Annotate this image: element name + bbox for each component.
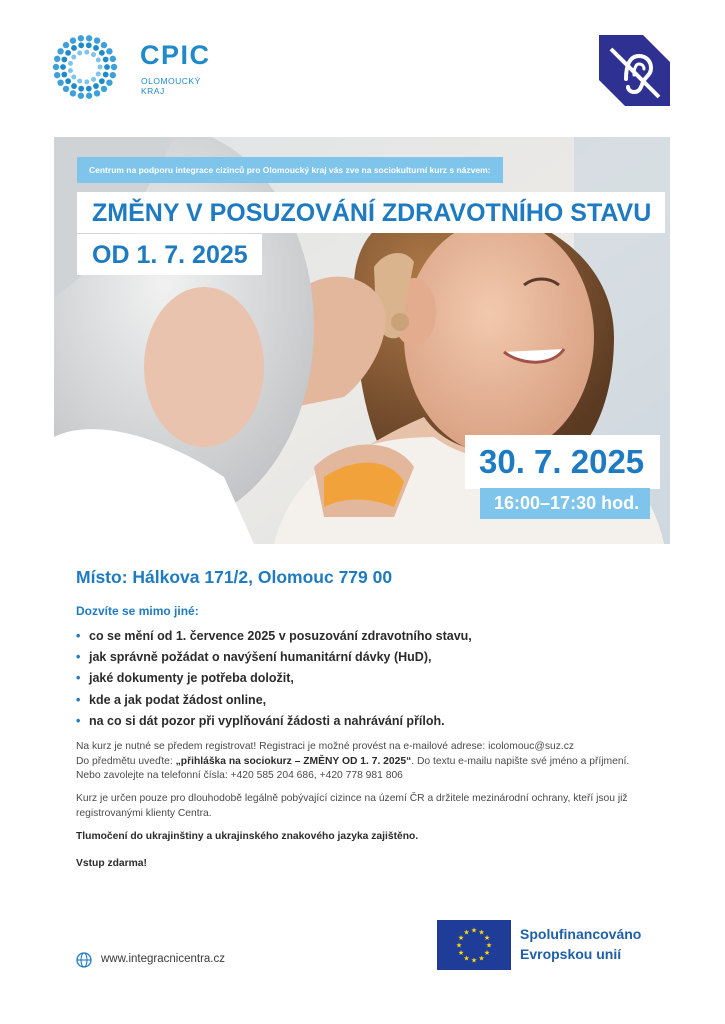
svg-text:★: ★ — [483, 950, 491, 957]
hearing-impaired-icon — [599, 35, 670, 106]
topic-text: jaké dokumenty je potřeba doložit, — [89, 671, 294, 686]
eligibility-text: Kurz je určen pouze pro dlouhodobě legálně pobývající cizince na území ČR a držitele mezinárodní ochrany, kteří jsou již registrovanými klienty Centra. — [76, 793, 628, 819]
registration-line1: Na kurz je nutné se předem registrovat! Registraci je možné provést na e-mailové adrese: icolomouc@suz.cz — [76, 741, 575, 752]
logo-subtitle-line2: KRAJ — [141, 86, 165, 96]
logo-title: CPIC — [140, 40, 211, 70]
event-title-line1: ZMĚNY V POSUZOVÁNÍ ZDRAVOTNÍHO STAVU — [77, 192, 665, 233]
bullet-icon: • — [76, 713, 81, 728]
list-item — [76, 690, 472, 711]
bullet-icon: • — [76, 629, 81, 643]
eu-text-line1: Spolufinancováno — [520, 926, 642, 942]
eu-text-line2: Evropskou unií — [520, 946, 622, 962]
invite-banner: Centrum na podporu integrace cizinců pro Olomoucký kraj vás zve na sociokulturní kurz s názvem: — [77, 157, 503, 183]
svg-text:★: ★ — [457, 935, 465, 942]
svg-text:★: ★ — [457, 950, 465, 957]
topics-list — [76, 626, 472, 732]
svg-text:★: ★ — [455, 942, 463, 950]
learn-heading: Dozvíte se mimo jiné: — [76, 604, 199, 618]
list-item — [76, 626, 472, 647]
svg-text:★: ★ — [478, 929, 485, 937]
svg-text:★: ★ — [463, 955, 470, 963]
topic-text: kde a jak podat žádost online, — [89, 692, 267, 707]
eu-flag-icon — [437, 920, 511, 970]
globe-icon — [76, 952, 92, 968]
svg-text:★: ★ — [470, 957, 478, 965]
logo-subtitle — [141, 76, 201, 96]
registration-text — [76, 740, 656, 784]
logo-subtitle-line1: OLOMOUCKÝ — [141, 76, 201, 86]
eu-cofunding-text — [520, 924, 641, 964]
svg-text:★: ★ — [470, 927, 478, 935]
svg-text:★: ★ — [478, 955, 485, 963]
list-item — [76, 668, 472, 689]
interpretation-text: Tlumočení do ukrajinštiny a ukrajinského znakového jazyka zajištěno. — [76, 831, 419, 842]
entry-text: Vstup zdarma! — [76, 858, 147, 869]
bullet-icon: • — [76, 671, 81, 686]
website-link[interactable]: www.integracnicentra.cz — [101, 953, 225, 965]
topic-text: jak správně požádat o navýšení humanitární dávky (HuD), — [89, 650, 432, 665]
bullet-icon: • — [76, 650, 81, 665]
event-place: Místo: Hálkova 171/2, Olomouc 779 00 — [76, 567, 393, 587]
bullet-icon: • — [76, 692, 81, 707]
event-time: 16:00–17:30 hod. — [480, 488, 650, 519]
registration-subject-prefix: Do předmětu uveďte: — [76, 755, 176, 767]
svg-text:★: ★ — [483, 935, 491, 942]
event-date: 30. 7. 2025 — [465, 435, 660, 489]
cpic-logo-icon — [52, 34, 118, 100]
registration-instructions: . Do textu e-mailu napište své jméno a příjmení. Nebo zavolejte na telefonní čísla: +420 585 204 686, +420 778 981 806 — [76, 755, 630, 781]
svg-text:★: ★ — [463, 929, 470, 937]
svg-text:★: ★ — [485, 942, 493, 950]
topic-text: co se mění od 1. července 2025 v posuzování zdravotního stavu, — [89, 629, 472, 643]
list-item — [76, 711, 472, 732]
topic-text: na co si dát pozor při vyplňování žádosti a nahrávání příloh. — [89, 713, 445, 728]
list-item — [76, 647, 472, 668]
event-title-line2: OD 1. 7. 2025 — [77, 234, 262, 275]
registration-subject: „přihláška na sociokurz – ZMĚNY OD 1. 7. 2025“ — [175, 755, 412, 767]
